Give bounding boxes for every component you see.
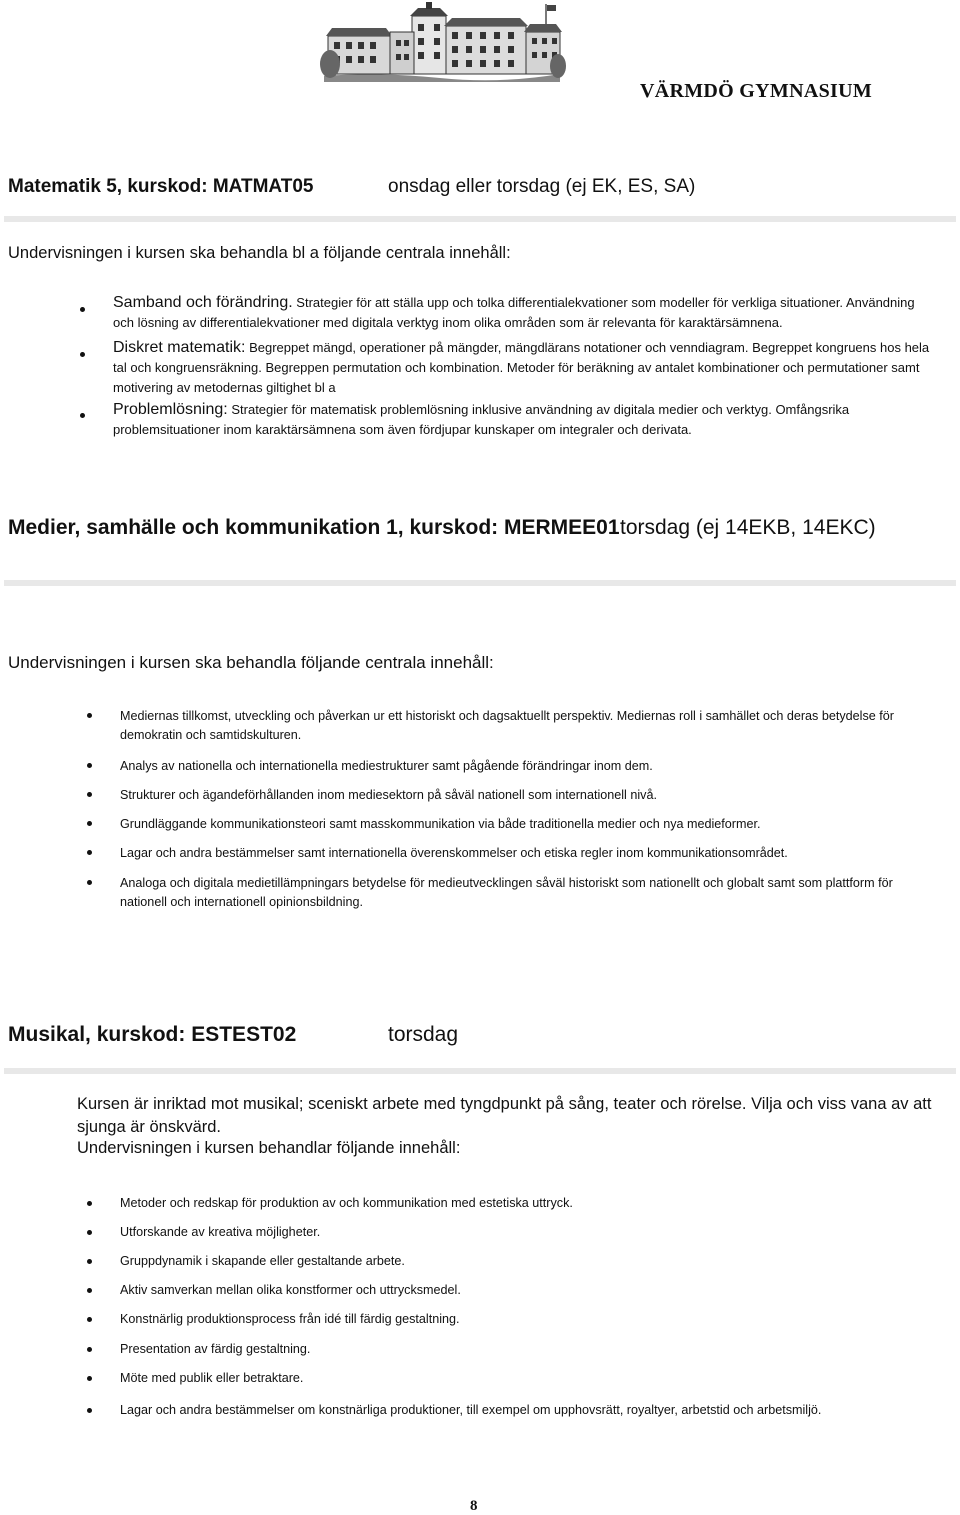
list-item: Lagar och andra bestämmelser om konstnärliga produktioner, till exempel om upphovsrätt, royaltyer, arbetstid och arbetsmiljö. [120,1403,822,1417]
bullet-icon [87,1317,92,1322]
bullet-icon [87,1408,92,1413]
list-item [113,293,933,333]
school-name: VÄRMDÖ GYMNASIUM [640,80,872,102]
page-number: 8 [470,1498,478,1514]
bullet-icon [87,1230,92,1235]
bullet-icon [87,821,92,826]
bullet-icon [87,1259,92,1264]
list-item: Aktiv samverkan mellan olika konstformer och uttrycksmedel. [120,1283,461,1297]
list-item-lead: Problemlösning: [113,401,228,418]
list-item-text: Strategier för att ställa upp och tolka differentialekvationer som modeller för verkliga situationer. Användning och lösning av differentialekvationer med digitala verktyg inom olika områden som är relevanta för karaktärsämnena. [113,295,915,330]
list-item-lead: Diskret matematik: [113,339,246,356]
bullet-icon [87,1201,92,1206]
list-item: Metoder och redskap för produktion av och kommunikation med estetiska uttryck. [120,1196,573,1210]
course-intro-musikal: Undervisningen i kursen behandlar följande innehåll: [77,1139,461,1157]
section-divider [4,580,956,586]
bullet-icon [87,1347,92,1352]
bullet-icon [87,1288,92,1293]
list-item: Utforskande av kreativa möjligheter. [120,1225,321,1239]
course-schedule-medier: torsdag (ej 14EKB, 14EKC) [620,516,876,539]
list-item: Strukturer och ägandeförhållanden inom mediesektorn på såväl nationell som internationell nivå. [120,788,657,802]
bullet-icon [80,307,85,312]
course-title-medier: Medier, samhälle och kommunikation 1, kurskod: MERMEE01 [8,516,620,539]
list-item-text: Strategier för matematisk problemlösning inklusive användning av digitala medier och verktyg. Omfångsrika problemsituationer inom karaktärsämnena som även fördjupar kunskaper om integraler och derivata. [113,402,850,437]
list-item [113,400,933,440]
bullet-icon [80,352,85,357]
list-item: Gruppdynamik i skapande eller gestaltande arbete. [120,1254,405,1268]
list-item: Presentation av färdig gestaltning. [120,1342,311,1356]
course-description-musikal: Kursen är inriktad mot musikal; sceniskt arbete med tyngdpunkt på sång, teater och rörelse. Vilja och viss vana av att sjunga är önskvärd. [77,1095,932,1136]
bullet-icon [80,413,85,418]
bullet-icon [87,850,92,855]
bullet-icon [87,713,92,718]
list-item: Analoga och digitala medietillämpningars betydelse för medieutvecklingen såväl historiskt som nationellt och globalt samt som plattform för nationell och internationell opinionsbildning. [120,876,893,909]
course-title-musikal: Musikal, kurskod: ESTEST02 [8,1023,297,1046]
list-item: Mediernas tillkomst, utveckling och påverkan ur ett historiskt och dagsaktuellt perspektiv. Mediernas roll i samhället och deras betydelse för demokratin och samtidskulturen. [120,709,894,742]
bullet-icon [87,880,92,885]
bullet-icon [87,792,92,797]
course-schedule-matematik: onsdag eller torsdag (ej EK, ES, SA) [388,176,696,197]
bullet-icon [87,763,92,768]
list-item: Möte med publik eller betraktare. [120,1371,304,1385]
list-item: Konstnärlig produktionsprocess från idé till färdig gestaltning. [120,1312,460,1326]
course-schedule-musikal: torsdag [388,1023,459,1046]
list-item: Analys av nationella och internationella mediestrukturer samt pågående förändringar inom dem. [120,759,653,773]
list-item [113,338,933,398]
list-item: Grundläggande kommunikationsteori samt masskommunikation via både traditionella medier och nya medieformer. [120,817,761,831]
list-item: Lagar och andra bestämmelser samt internationella överenskommelser och etiska regler inom kommunikationsområdet. [120,846,788,860]
course-title-matematik: Matematik 5, kurskod: MATMAT05 [8,176,314,197]
course-intro-matematik: Undervisningen i kursen ska behandla bl a följande centrala innehåll: [8,244,511,262]
section-divider [4,216,956,222]
school-building-logo [320,2,566,84]
list-item-text: Begreppet mängd, operationer på mängder, mängdlärans notationer och venndiagram. Begreppet kongruens hos hela tal och kongruensräkning. Begreppen permutation och kombination. Metoder för beräkning av antalet kombinationer och permutationer samt motivering av metodernas giltighet bl a [113,340,930,395]
list-item-lead: Samband och förändring. [113,294,293,311]
section-divider [4,1068,956,1074]
bullet-icon [87,1376,92,1381]
course-intro-medier: Undervisningen i kursen ska behandla följande centrala innehåll: [8,653,494,672]
